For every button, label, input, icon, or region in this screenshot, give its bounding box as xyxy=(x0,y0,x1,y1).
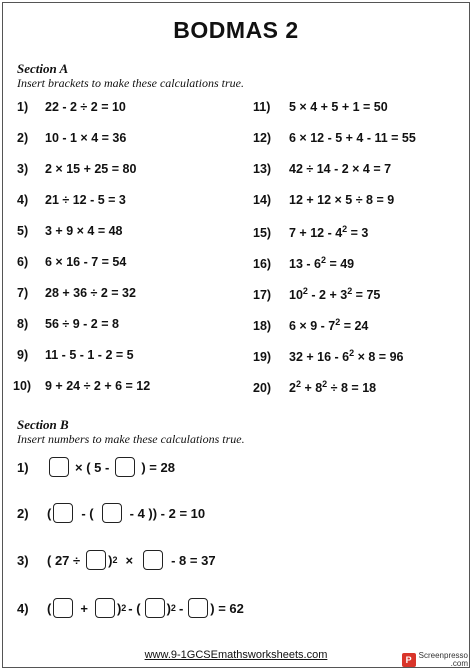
question-number: 2) xyxy=(17,505,29,521)
question-15 xyxy=(253,224,368,240)
expression-part: = 75 xyxy=(352,288,381,303)
question-number: 4) xyxy=(17,193,29,207)
expression-part: × xyxy=(125,552,134,568)
expression-part: - ( xyxy=(128,600,141,616)
question-19 xyxy=(253,348,404,364)
question-18 xyxy=(253,317,368,333)
expression-part: ) xyxy=(108,552,113,568)
expression-part: - 2 + 3 xyxy=(307,288,348,303)
question-expression: 56 ÷ 9 - 2 = 8 xyxy=(45,317,119,331)
question-number: 20) xyxy=(253,381,272,396)
question-9 xyxy=(17,348,134,362)
expression-part: ) = 28 xyxy=(141,459,175,475)
question-number: 12) xyxy=(253,131,272,145)
expression-part: - xyxy=(178,600,184,616)
expression-part: 6 × 9 - 7 xyxy=(289,319,336,334)
question-number: 1) xyxy=(17,100,29,114)
answer-box[interactable] xyxy=(49,457,69,477)
watermark xyxy=(402,652,468,668)
expression-part: 32 + 16 - 6 xyxy=(289,350,350,365)
question-2 xyxy=(17,131,126,145)
question-expression: 11 - 5 - 1 - 2 = 5 xyxy=(45,348,134,362)
watermark-line-1: Screenpresso xyxy=(418,651,468,660)
question-number: 7) xyxy=(17,286,29,300)
question-11 xyxy=(253,100,388,114)
expression-part: + 8 xyxy=(300,381,323,396)
exponent: 2 xyxy=(302,286,308,296)
section-b-question-2 xyxy=(17,503,205,523)
section-b-instruction: Insert numbers to make these calculations true. xyxy=(17,432,245,446)
answer-box[interactable] xyxy=(53,598,73,618)
question-expression: 6 × 16 - 7 = 54 xyxy=(45,255,127,269)
question-expression: 22 - 2 ÷ 2 = 10 xyxy=(45,100,126,114)
question-1 xyxy=(17,100,126,114)
expression-part: ) xyxy=(116,600,122,616)
question-7 xyxy=(17,286,136,300)
answer-box[interactable] xyxy=(188,598,208,618)
worksheet-page xyxy=(2,2,470,668)
question-expression: 28 + 36 ÷ 2 = 32 xyxy=(45,286,136,300)
expression-part: = 49 xyxy=(325,257,355,272)
answer-box[interactable] xyxy=(115,457,135,477)
expression-part: - 8 = 37 xyxy=(171,552,216,568)
expression-part: 10 xyxy=(289,288,303,303)
answer-box[interactable] xyxy=(143,550,163,570)
expression-part: 2 xyxy=(289,381,296,396)
question-number: 3) xyxy=(17,552,29,568)
question-expression: 21 ÷ 12 - 5 = 3 xyxy=(45,193,126,207)
question-number: 3) xyxy=(17,162,29,176)
question-number: 17) xyxy=(253,288,272,303)
question-expression: 3 + 9 × 4 = 48 xyxy=(45,224,123,238)
question-number: 5) xyxy=(17,224,29,238)
section-b-question-4 xyxy=(17,598,244,618)
question-number: 18) xyxy=(253,319,272,334)
exponent: 2 xyxy=(170,603,176,613)
page-title: BODMAS 2 xyxy=(173,17,299,43)
question-number: 9) xyxy=(17,348,29,362)
question-10 xyxy=(13,379,150,393)
question-number: 2) xyxy=(17,131,29,145)
question-expression: 12 + 12 × 5 ÷ 8 = 9 xyxy=(289,193,395,207)
section-b-question-1 xyxy=(17,457,175,477)
expression-part: - ( xyxy=(81,505,94,521)
answer-box[interactable] xyxy=(53,503,73,523)
question-6 xyxy=(17,255,126,269)
question-5 xyxy=(17,224,123,238)
screenpresso-logo-icon: P xyxy=(402,653,416,667)
watermark-text xyxy=(419,652,468,668)
question-number: 13) xyxy=(253,162,272,176)
question-13 xyxy=(253,162,391,176)
question-number: 8) xyxy=(17,317,29,331)
question-20 xyxy=(253,379,376,395)
expression-part: 7 + 12 - 4 xyxy=(289,226,343,241)
question-3 xyxy=(17,162,136,176)
section-a-heading: Section A xyxy=(17,61,69,76)
exponent: 2 xyxy=(347,286,353,296)
section-b-heading: Section B xyxy=(17,417,69,432)
question-14 xyxy=(253,193,394,207)
exponent: 2 xyxy=(121,603,127,613)
question-expression: 10 - 1 × 4 = 36 xyxy=(45,131,127,145)
expression-part: + xyxy=(80,600,88,616)
expression-part: 13 - 6 xyxy=(289,257,321,272)
footer-link[interactable]: www.9-1GCSEmathsworksheets.com xyxy=(144,649,328,661)
watermark-line-2: .com xyxy=(450,659,468,668)
question-expression: 6 × 12 - 5 + 4 - 11 = 55 xyxy=(289,131,416,145)
expression-part: = 24 xyxy=(340,319,369,334)
answer-box[interactable] xyxy=(102,503,122,523)
question-number: 6) xyxy=(17,255,29,269)
question-expression: 5 × 4 + 5 + 1 = 50 xyxy=(289,100,388,114)
question-16 xyxy=(253,255,354,271)
answer-box[interactable] xyxy=(95,598,115,618)
section-b-question-3 xyxy=(17,550,216,570)
exponent: 2 xyxy=(295,379,301,389)
exponent: 2 xyxy=(342,224,348,234)
question-number: 11) xyxy=(253,100,271,114)
exponent: 2 xyxy=(349,348,355,358)
section-a-instruction: Insert brackets to make these calculations true. xyxy=(17,76,244,90)
question-number: 19) xyxy=(253,350,272,365)
question-number: 16) xyxy=(253,257,272,272)
question-number: 14) xyxy=(253,193,272,207)
question-expression: 42 ÷ 14 - 2 × 4 = 7 xyxy=(289,162,392,176)
question-8 xyxy=(17,317,119,331)
question-12 xyxy=(253,131,416,145)
answer-box[interactable] xyxy=(86,550,106,570)
expression-part: = 3 xyxy=(347,226,369,241)
question-expression: 9 + 24 ÷ 2 + 6 = 12 xyxy=(45,379,151,393)
answer-box[interactable] xyxy=(145,598,165,618)
expression-part: ( xyxy=(47,600,52,616)
expression-part: ( 27 ÷ xyxy=(47,552,81,568)
expression-part: ( xyxy=(47,505,52,521)
exponent: 2 xyxy=(322,379,328,389)
expression-part: × ( 5 - xyxy=(75,459,110,475)
exponent: 2 xyxy=(320,255,326,265)
expression-part: - 4 )) - 2 = 10 xyxy=(129,505,206,521)
exponent: 2 xyxy=(335,317,341,327)
question-number: 15) xyxy=(253,226,272,241)
exponent: 2 xyxy=(112,555,118,565)
expression-part: ÷ 8 = 18 xyxy=(327,381,377,396)
question-expression: 2 × 15 + 25 = 80 xyxy=(45,162,137,176)
question-4 xyxy=(17,193,126,207)
question-number: 4) xyxy=(17,600,29,616)
expression-part: × 8 = 96 xyxy=(354,350,404,365)
expression-part: ) xyxy=(166,600,171,616)
question-number: 10) xyxy=(13,379,32,393)
expression-part: ) = 62 xyxy=(210,600,244,616)
question-number: 1) xyxy=(17,459,29,475)
question-17 xyxy=(253,286,380,302)
